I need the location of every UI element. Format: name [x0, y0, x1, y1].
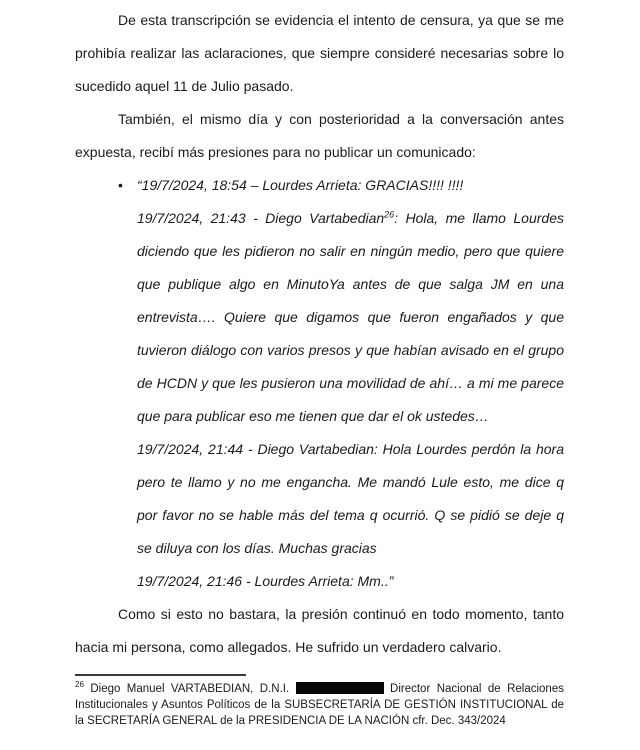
chat-message-2 — [137, 202, 564, 433]
chat-message-2-prefix: 19/7/2024, 21:43 - Diego Vartabedian — [137, 210, 385, 226]
chat-message-1: “19/7/2024, 18:54 – Lourdes Arrieta: GRACIAS!!!! !!!! — [137, 177, 464, 193]
chat-transcript-quote — [137, 169, 564, 598]
paragraph-more-pressures: También, el mismo día y con posterioridad a la conversación antes expuesta, recibí más presiones para no publicar un comunicado: — [75, 111, 564, 160]
footnote-number: 26 — [75, 680, 84, 690]
paragraph-closing: Como si esto no bastara, la presión continuó en todo momento, tanto hacia mi persona, como allegados. He sufrido un verdadero calvario. — [75, 606, 564, 655]
bullet-marker: • — [118, 177, 123, 193]
chat-message-2-body: : Hola, me llamo Lourdes diciendo que les pidieron no salir en ningún medio, pero que quiere que publique algo en MinutoYa antes de que salga JM en una entrevista…. Quiere que digamos que fueron engañados y que tuvieron diálogo con varios presos y que habían avisado en el grupo de HCDN y que les pusieron una movilidad de ahí… a mi me parece que para publicar eso me tienen que dar el ok ustedes… — [137, 210, 564, 424]
paragraph-censorship: De esta transcripción se evidencia el intento de censura, ya que se me prohibía realizar las aclaraciones, que siempre consideré necesarias sobre lo sucedido aquel 11 de Julio pasado. — [75, 12, 564, 94]
footnote-26 — [75, 681, 564, 729]
chat-message-3: 19/7/2024, 21:44 - Diego Vartabedian: Hola Lourdes perdón la hora pero te llamo y no me engancha. Me mandó Lule esto, me dice q por favor no se hable más del tema q ocurrió. Q se pidió se deje q se diluya con los días. Muchas gracias — [137, 441, 564, 556]
footnote-reference-26: 26 — [384, 209, 395, 220]
chat-message-4: 19/7/2024, 21:46 - Lourdes Arrieta: Mm..” — [137, 573, 394, 589]
footnote-separator — [75, 674, 246, 676]
footnote-text-before-redaction: Diego Manuel VARTABEDIAN, D.N.I. — [90, 683, 290, 695]
redaction-box — [296, 682, 384, 694]
footnote-text-after-redaction: Director Nacional de Relaciones Institucionales y Asuntos Políticos de la SUBSECRETARÍA DE GESTIÓN INSTITUCIONAL de la SECRETARÍA GENERAL de la PRESIDENCIA DE LA NACIÓN cfr. Dec. 343/2024 — [75, 683, 564, 727]
bullet-quote-item — [75, 169, 564, 598]
